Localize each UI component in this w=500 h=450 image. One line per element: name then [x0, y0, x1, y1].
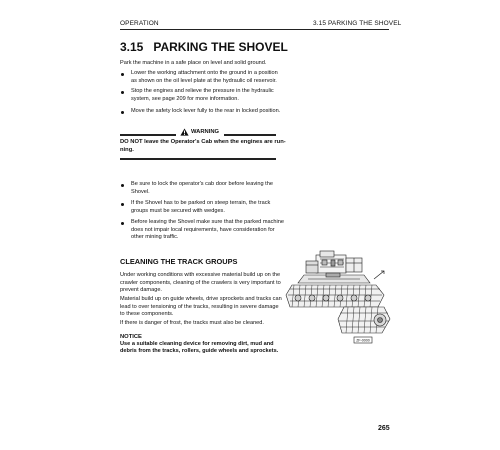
bullet-lower-attachment: Lower the working attachment onto the ground in a position as shown on the oil level plate at the hydraulic oil reservoir. — [131, 70, 278, 84]
bullet-marker — [121, 203, 124, 206]
shovel-track-illustration — [284, 249, 392, 347]
bullet-mining-traffic: Before leaving the Shovel make sure that the parked machine does not impair local requirements, have consideration for other mining traffic. — [131, 219, 284, 241]
warning-label: WARNING — [180, 128, 219, 136]
warning-text: DO NOT leave the Operator's Cab when the engines are run- ning. — [120, 139, 286, 153]
page-number: 265 — [378, 425, 390, 432]
header-rule — [120, 29, 389, 30]
bullet-marker — [121, 222, 124, 225]
bullet-marker — [121, 111, 124, 114]
bullet-marker — [121, 91, 124, 94]
bullet-marker — [121, 184, 124, 187]
warning-rule-bottom — [120, 158, 276, 160]
bullet-lock-cab-door: Be sure to lock the operator's cab door before leaving the Shovel. — [131, 181, 273, 195]
intro-paragraph: Park the machine in a safe place on level and solid ground. — [120, 60, 267, 66]
notice-label: NOTICE — [120, 334, 142, 340]
cleaning-paragraph-3: If there is danger of frost, the tracks must also be cleaned. — [120, 320, 264, 326]
figure-reference: ZF-0000 — [356, 338, 370, 343]
warning-triangle-icon — [180, 128, 189, 136]
bullet-marker — [121, 73, 124, 76]
bullet-steep-terrain: If the Shovel has to be parked on steep terrain, the track groups must be secured with wedges. — [131, 200, 271, 214]
section-title: 3.15 PARKING THE SHOVEL — [120, 40, 288, 54]
subsection-title: CLEANING THE TRACK GROUPS — [120, 257, 238, 266]
warning-rule-right — [224, 134, 276, 136]
bullet-safety-lock: Move the safety lock lever fully to the rear in locked position. — [131, 108, 281, 114]
bullet-stop-engines: Stop the engines and relieve the pressure in the hydraulic system, see page 209 for more information. — [131, 88, 274, 102]
running-header-left: OPERATION — [120, 20, 159, 27]
cleaning-paragraph-2: Material build up on guide wheels, drive sprockets and tracks can lead to over tensioning of the tracks, resulting in severe damage to these components. — [120, 296, 282, 318]
notice-text: Use a suitable cleaning device for removing dirt, mud and debris from the tracks, rollers, guide wheels and sprockets. — [120, 341, 279, 355]
warning-rule-left — [120, 134, 176, 136]
running-header-right: 3.15 PARKING THE SHOVEL — [313, 20, 402, 27]
cleaning-paragraph-1: Under working conditions with excessive material build up on the crawler components, cleaning of the crawlers is very important to prevent damage. — [120, 272, 281, 294]
